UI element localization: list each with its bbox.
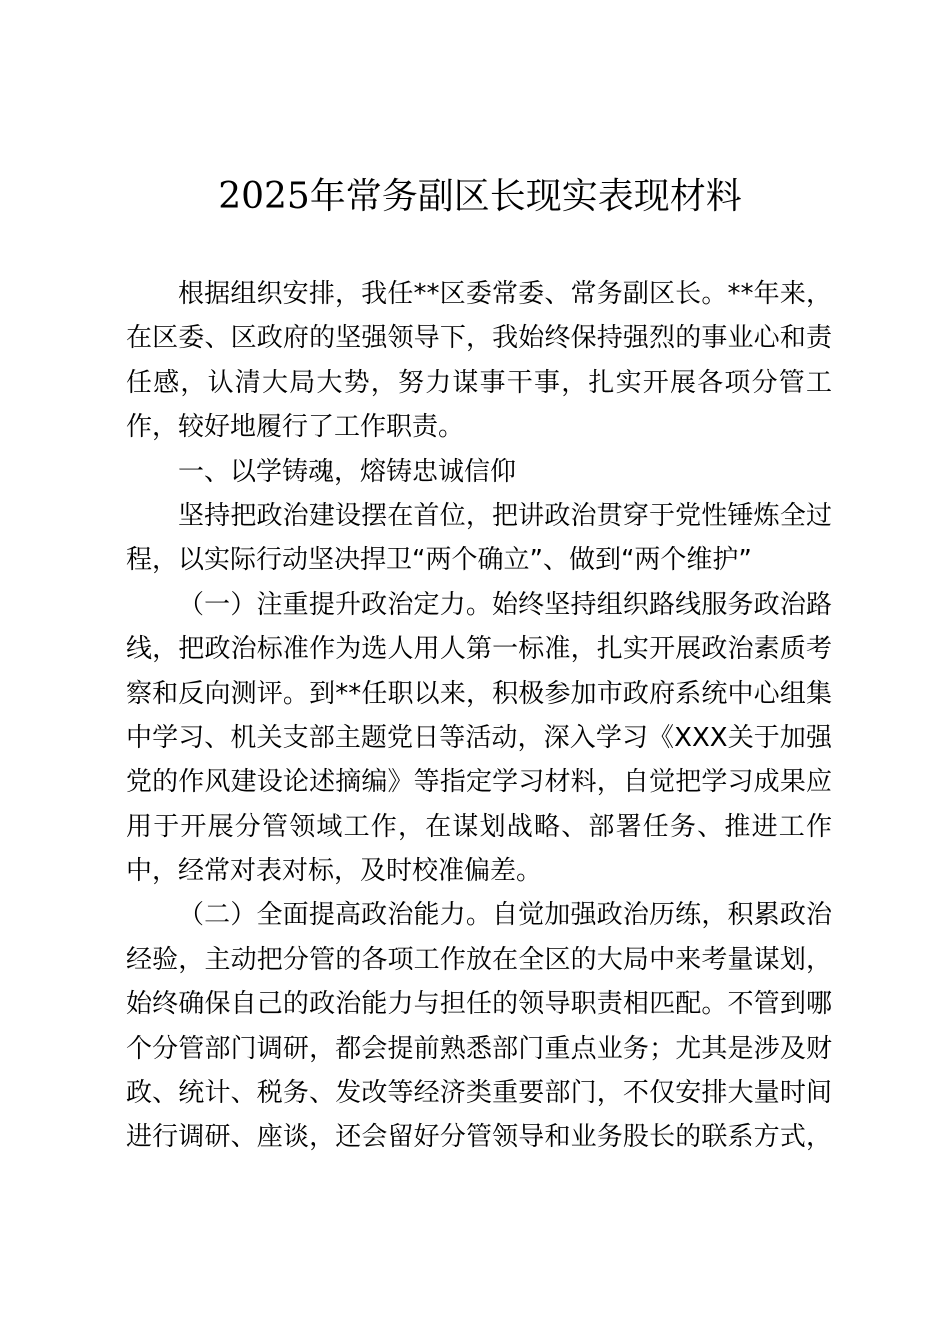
body-line: 进行调研、座谈，还会留好分管领导和业务股长的联系方式， — [126, 1122, 832, 1153]
body-line: 任感，认清大局大势，努力谋事干事，扎实开展各项分管工 — [126, 367, 832, 398]
body-line: （一）注重提升政治定力。始终坚持组织路线服务政治路 — [178, 589, 832, 620]
body-line: 经验，主动把分管的各项工作放在全区的大局中来考量谋划， — [126, 944, 832, 975]
body-line: 一、以学铸魂，熔铸忠诚信仰 — [178, 456, 517, 487]
body-line: 作，较好地履行了工作职责。 — [126, 412, 465, 443]
body-line: 党的作风建设论述摘编》等指定学习材料，自觉把学习成果应 — [126, 767, 832, 798]
body-line: 坚持把政治建设摆在首位，把讲政治贯穿于党性锤炼全过 — [178, 500, 832, 531]
body-line: 政、统计、税务、发改等经济类重要部门，不仅安排大量时间 — [126, 1078, 832, 1109]
document-body — [126, 272, 832, 1160]
body-line: 线，把政治标准作为选人用人第一标准，扎实开展政治素质考 — [126, 634, 832, 665]
body-line: （二）全面提高政治能力。自觉加强政治历练，积累政治 — [178, 900, 832, 931]
body-line: 察和反向测评。到**任职以来，积极参加市政府系统中心组集 — [126, 678, 832, 709]
body-line: 中学习、机关支部主题党日等活动，深入学习《XXX关于加强 — [126, 722, 832, 753]
body-line: 用于开展分管领域工作，在谋划战略、部署任务、推进工作 — [126, 811, 832, 842]
body-line: 始终确保自己的政治能力与担任的领导职责相匹配。不管到哪 — [126, 989, 832, 1020]
body-line: 根据组织安排，我任**区委常委、常务副区长。**年来， — [178, 279, 832, 309]
body-line: 个分管部门调研，都会提前熟悉部门重点业务；尤其是涉及财 — [126, 1033, 832, 1064]
body-line: 程，以实际行动坚决捍卫“两个确立”、做到“两个维护” — [126, 545, 752, 576]
document-title: 2025年常务副区长现实表现材料 — [218, 176, 742, 217]
body-line: 在区委、区政府的坚强领导下，我始终保持强烈的事业心和责 — [126, 323, 832, 354]
body-line: 中，经常对表对标，及时校准偏差。 — [126, 856, 543, 887]
